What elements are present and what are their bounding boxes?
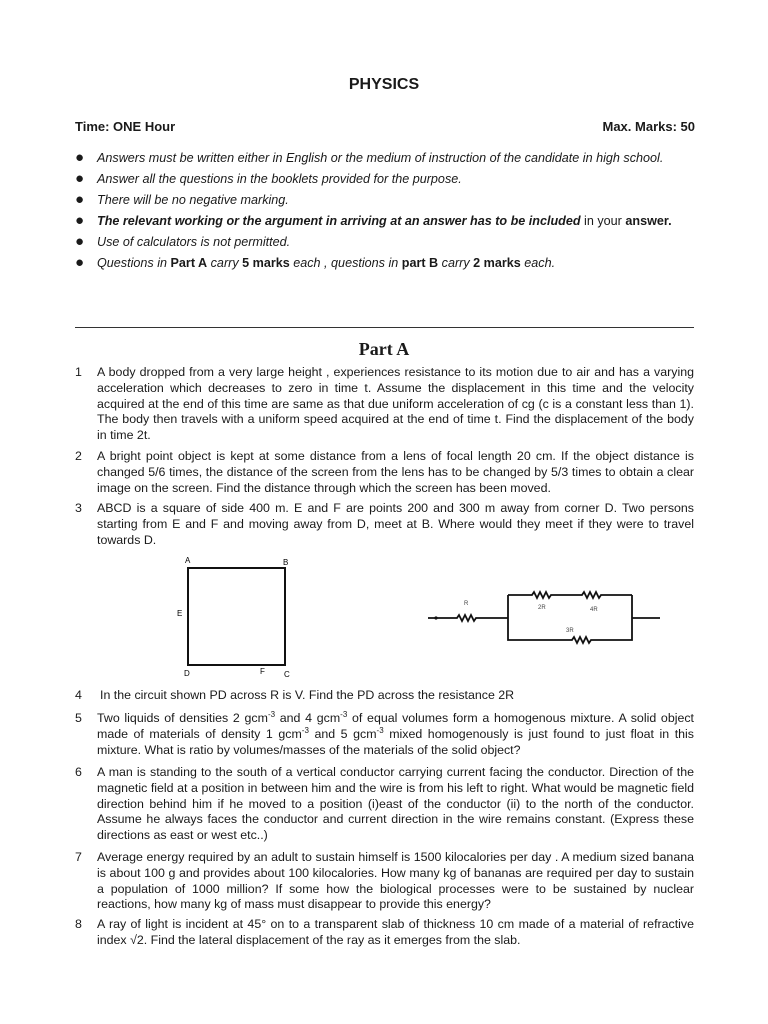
question-number: 3: [75, 501, 82, 515]
superscript: -3: [301, 725, 309, 735]
superscript: -3: [340, 709, 348, 719]
question-3: [75, 501, 694, 548]
bullet-icon: ●: [75, 191, 85, 208]
question-text: A ray of light is incident at 45° on to a transparent slab of thickness 10 cm made of a material of refractive index √2. Find the lateral displacement of the ray as it emerges from the slab.: [97, 917, 694, 947]
page-title: PHYSICS: [348, 76, 420, 93]
question-6: [75, 765, 694, 844]
instruction-emphasis: part B: [401, 256, 439, 270]
label-4r: 4R: [590, 607, 598, 613]
question-text: A body dropped from a very large height , experiences resistance to its motion due to air and has a varying acceleration which decreases to zero in time t. Assume the displacement in this time and the velocity acquired at the end of this time are same as that due uniform acceleration of cg (c is a constant less than 1). The body then travels with a uniform speed acquired at the end of time t. Find the displacement of the body in time 2t.: [97, 365, 694, 443]
superscript: -3: [267, 709, 276, 719]
text-part: of equal volumes form a homogenous mixture. A solid object made of materials of density 1 gcm: [97, 711, 694, 741]
question-number: 8: [75, 917, 82, 931]
bullet-icon: ●: [75, 254, 85, 271]
text-part: Two liquids of densities 2 gcm: [97, 711, 268, 725]
label-b: B: [283, 558, 289, 567]
question-2: [75, 449, 694, 496]
resistor-3r: [508, 595, 632, 643]
instruction-emphasis: Part A: [170, 256, 208, 270]
bullet-icon: ●: [75, 149, 85, 166]
label-2r: 2R: [538, 605, 546, 611]
section-heading: Part A: [358, 339, 410, 359]
question-number: 5: [75, 711, 82, 725]
instruction-text: Answer all the questions in the booklets provided for the purpose.: [97, 172, 462, 186]
question-1: [75, 365, 694, 444]
instruction-emphasis: The relevant working or the argument in arriving at an answer has to be included: [97, 214, 581, 228]
label-c: C: [284, 670, 290, 679]
label-f: F: [260, 667, 265, 676]
question-5: [75, 711, 694, 758]
question-4: [75, 688, 694, 704]
instruction-text: each , questions in: [289, 256, 402, 270]
label-d: D: [184, 669, 190, 678]
instruction-text: in your: [580, 214, 626, 228]
question-text: Average energy required by an adult to sustain himself is 1500 kilocalories per day . A medium sized banana is about 100 g and provides about 100 kilocalories. How many kg of bananas are required per day to sustain a population of 1000 million? If some how the biological processes were to be sustained by nuclear reactions, how many kg of mass must disappear to provide this energy?: [97, 850, 694, 912]
instruction-item: [75, 234, 695, 250]
instruction-emphasis: answer.: [625, 214, 672, 228]
question-text: A bright point object is kept at some distance from a lens of focal length 20 cm. If the object distance is changed 5/6 times, the distance of the screen from the lens has to be changed by 5/3 times to obtain a clear image on the screen. Find the distance through which the screen has been moved.: [97, 449, 694, 495]
question-7: [75, 850, 694, 913]
question-text: In the circuit shown PD across R is V. Find the PD across the resistance 2R: [100, 688, 515, 702]
square-figure: [170, 550, 670, 685]
text-part: and 5 gcm: [308, 726, 377, 741]
instruction-text: Use of calculators is not permitted.: [97, 235, 291, 249]
resistor-r: [428, 615, 508, 621]
text-part: and 4 gcm: [275, 711, 341, 725]
instruction-text: Questions in: [97, 256, 171, 270]
instruction-text: each.: [520, 256, 556, 270]
question-number: 6: [75, 765, 82, 779]
label-3r: 3R: [566, 628, 574, 634]
bullet-icon: ●: [75, 212, 85, 229]
instruction-text: There will be no negative marking.: [97, 193, 289, 207]
question-text: [97, 711, 694, 758]
label-a: A: [185, 556, 191, 565]
circuit-figure: [428, 592, 660, 643]
question-number: 2: [75, 449, 82, 463]
bullet-icon: ●: [75, 233, 85, 250]
label-e: E: [177, 609, 183, 618]
instruction-emphasis: 2 marks: [473, 256, 521, 270]
instruction-item: [75, 150, 695, 166]
max-marks: Max. Marks: 50: [602, 119, 695, 134]
instructions-list: [75, 150, 695, 276]
instruction-item: [75, 192, 695, 208]
text-part: mixed homogenously is just found to just float in this mixture. What is ratio by volumes/masses of the materials of the solid object?: [97, 726, 694, 757]
bullet-icon: ●: [75, 170, 85, 187]
question-text: ABCD is a square of side 400 m. E and F are points 200 and 300 m away from corner D. Two persons starting from E and F and moving away from D, meet at B. Where would they meet if they were to travel towards D.: [97, 501, 694, 547]
superscript: -3: [376, 725, 384, 735]
instruction-text: carry: [207, 256, 243, 270]
instruction-item: [75, 171, 695, 187]
resistor-2r-4r: [508, 592, 632, 598]
section-divider: [75, 327, 694, 328]
instruction-emphasis: 5 marks: [242, 256, 290, 270]
question-8: [75, 917, 694, 949]
square-abcd: [188, 568, 285, 665]
instruction-text: Answers must be written either in English or the medium of instruction of the candidate in high school.: [97, 151, 664, 165]
instruction-item: [75, 213, 695, 229]
instruction-item: [75, 255, 695, 271]
question-number: 4: [75, 688, 82, 702]
question-number: 1: [75, 365, 82, 379]
exam-time: Time: ONE Hour: [75, 119, 176, 134]
instruction-text: carry: [438, 256, 474, 270]
terminal-p: [434, 616, 437, 619]
label-r: R: [464, 601, 469, 607]
question-number: 7: [75, 850, 82, 864]
question-text: A man is standing to the south of a vertical conductor carrying current facing the conductor. Direction of the magnetic field at a position in between him and the wire is from his left to right. What would be magnetic field direction behind him if he moved to a position (i)east of the conductor (ii) to the north of the conductor. Assume he always faces the conductor and current direction in the wire remains constant. (Express these directions as east or west etc..): [97, 765, 694, 843]
